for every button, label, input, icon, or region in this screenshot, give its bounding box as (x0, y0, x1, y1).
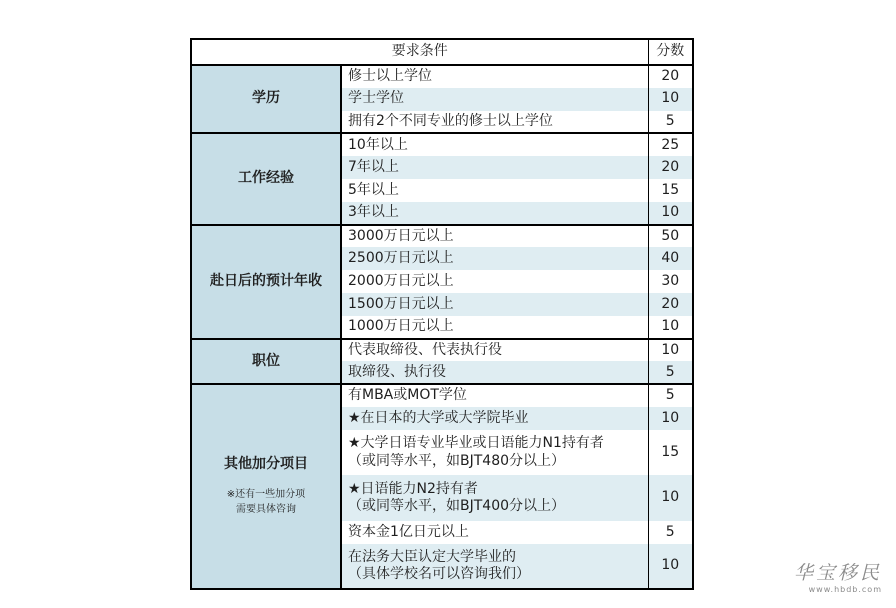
condition-text: 拥有2个不同专业的修士以上学位 (348, 112, 553, 129)
watermark-logo: 华宝移民 (793, 562, 882, 584)
condition-cell (341, 202, 648, 225)
condition-text: 代表取缔役、代表执行役 (348, 341, 502, 358)
condition-cell (341, 133, 648, 156)
category-cell (191, 133, 341, 224)
condition-cell (341, 156, 648, 179)
score-cell: 50 (648, 225, 693, 248)
score-cell: 15 (648, 430, 693, 476)
condition-text: ★在日本的大学或大学院毕业 (348, 409, 529, 426)
condition-cell (341, 316, 648, 339)
condition-text: 有MBA或MOT学位 (348, 387, 467, 404)
score-table (190, 38, 694, 590)
condition-cell (341, 384, 648, 407)
score-cell: 10 (648, 202, 693, 225)
conditions-header: 要求条件 (191, 39, 648, 65)
table-row (191, 65, 693, 88)
score-cell: 5 (648, 361, 693, 384)
score-cell: 5 (648, 521, 693, 544)
category-cell (191, 384, 341, 589)
condition-text: 7年以上 (348, 158, 399, 175)
condition-text: 资本金1亿日元以上 (348, 523, 469, 540)
condition-cell (341, 88, 648, 111)
condition-text: 2500万日元以上 (348, 250, 454, 267)
score-sheet (190, 38, 692, 590)
condition-text: 5年以上 (348, 181, 399, 198)
score-cell: 25 (648, 133, 693, 156)
condition-cell (341, 179, 648, 202)
category-note (192, 487, 340, 517)
condition-text: ★日语能力N2持有者 (348, 480, 478, 497)
condition-text: 修士以上学位 (348, 68, 432, 85)
score-header: 分数 (648, 39, 693, 65)
score-cell: 20 (648, 156, 693, 179)
condition-text: （或同等水平，如BJT480分以上） (348, 452, 566, 469)
table-header-row (191, 39, 693, 65)
table-row (191, 384, 693, 407)
score-cell: 10 (648, 316, 693, 339)
score-cell: 30 (648, 270, 693, 293)
condition-cell (341, 247, 648, 270)
condition-cell (341, 430, 648, 476)
watermark (794, 564, 882, 594)
category-note-line: 需要具体咨询 (236, 504, 296, 516)
score-cell: 10 (648, 407, 693, 430)
category-label: 职位 (252, 352, 280, 369)
condition-text: 1000万日元以上 (348, 317, 454, 334)
condition-text: 2000万日元以上 (348, 272, 454, 289)
category-label: 学历 (252, 90, 280, 107)
condition-cell (341, 475, 648, 521)
condition-text: ★大学日语专业毕业或日语能力N1持有者 (348, 435, 604, 452)
condition-text: 在法务大臣认定大学毕业的 (348, 548, 516, 565)
condition-cell (341, 544, 648, 590)
category-label: 其他加分项目 (224, 455, 308, 472)
category-label: 工作经验 (238, 170, 294, 187)
condition-text: （或同等水平，如BJT400分以上） (348, 498, 566, 515)
score-cell: 10 (648, 475, 693, 521)
score-cell: 40 (648, 247, 693, 270)
category-label: 赴日后的预计年收 (210, 272, 322, 289)
score-cell: 5 (648, 111, 693, 134)
condition-text: 1500万日元以上 (348, 295, 454, 312)
score-cell: 10 (648, 88, 693, 111)
category-note-line: ※还有一些加分项 (226, 489, 306, 501)
category-cell (191, 339, 341, 385)
condition-text: 取缔役、执行役 (348, 363, 446, 380)
condition-cell (341, 225, 648, 248)
condition-cell (341, 361, 648, 384)
condition-text: 学士学位 (348, 90, 404, 107)
condition-cell (341, 65, 648, 88)
score-cell: 15 (648, 179, 693, 202)
score-cell: 20 (648, 65, 693, 88)
condition-cell (341, 111, 648, 134)
condition-text: 10年以上 (348, 136, 408, 153)
condition-text: 3000万日元以上 (348, 227, 454, 244)
condition-cell (341, 339, 648, 362)
condition-text: （具体学校名可以咨询我们） (348, 566, 530, 583)
condition-cell (341, 521, 648, 544)
table-row (191, 225, 693, 248)
condition-cell (341, 407, 648, 430)
category-cell (191, 225, 341, 339)
score-cell: 10 (648, 339, 693, 362)
category-cell (191, 65, 341, 133)
score-cell: 5 (648, 384, 693, 407)
score-cell: 10 (648, 544, 693, 590)
condition-cell (341, 270, 648, 293)
watermark-url: www.hbdb.com (808, 585, 882, 594)
condition-cell (341, 293, 648, 316)
score-cell: 20 (648, 293, 693, 316)
condition-text: 3年以上 (348, 203, 399, 220)
table-row (191, 133, 693, 156)
table-row (191, 339, 693, 362)
